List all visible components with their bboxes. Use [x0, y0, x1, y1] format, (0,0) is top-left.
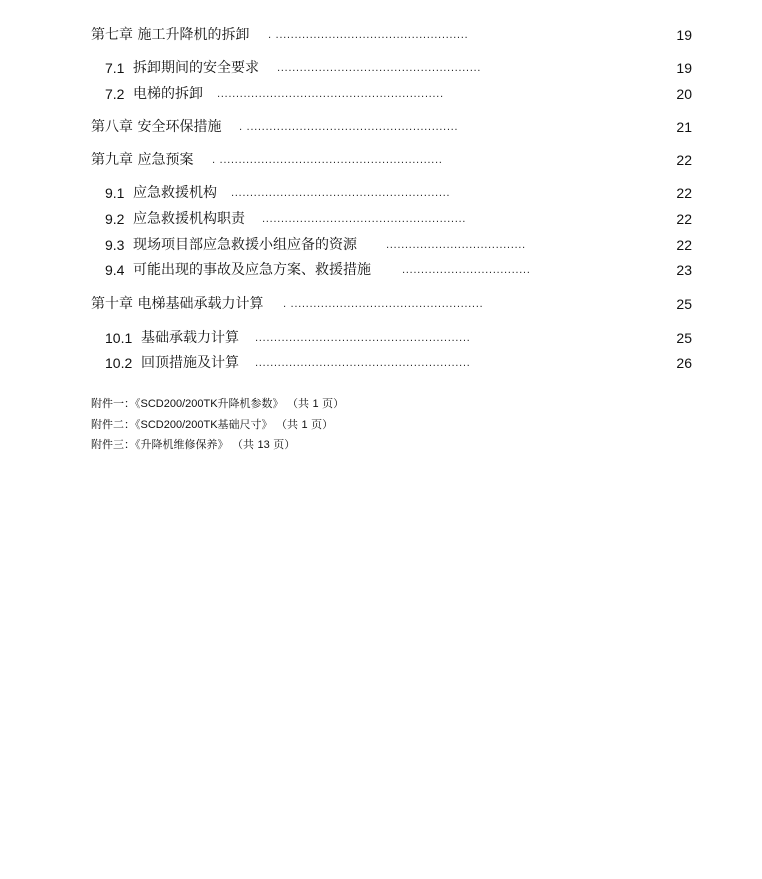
- attachment-model: SCD200/200TK: [140, 398, 218, 410]
- attachment-unit: 页）: [307, 418, 334, 431]
- toc-section-number: 9.2: [105, 211, 125, 227]
- toc-page-number: 23: [676, 262, 692, 278]
- toc-page-number: 25: [676, 296, 692, 312]
- toc-page-number: 26: [676, 355, 692, 371]
- toc-title: 可能出现的事故及应急方案、救援措施: [133, 262, 371, 278]
- toc-entry-chapter[interactable]: [0, 293, 762, 315]
- toc-entry-section[interactable]: [0, 234, 762, 256]
- toc-section-number: 9.4: [105, 262, 125, 278]
- toc-entry-section[interactable]: [0, 352, 762, 374]
- toc-entry-section[interactable]: [0, 182, 762, 204]
- toc-title: 第七章 施工升降机的拆卸: [91, 27, 250, 43]
- toc-section-number: 7.2: [105, 86, 125, 102]
- toc-page-number: 20: [676, 86, 692, 102]
- toc-leader-dots: ......................................................: [277, 63, 482, 74]
- toc-title: 回顶措施及计算: [141, 355, 239, 371]
- attachment-line: [91, 437, 295, 453]
- toc-section-number: 10.2: [105, 355, 133, 371]
- attachment-line: [91, 417, 333, 433]
- attachment-line: [91, 396, 344, 412]
- toc-section-number: 7.1: [105, 60, 125, 76]
- toc-leader-dots: . ...................................................: [283, 299, 484, 310]
- attachment-label: 附件二：《: [91, 418, 141, 431]
- toc-leader-dots: . ...................................................: [268, 30, 469, 41]
- toc-leader-dots: . ...........................................................: [212, 155, 443, 166]
- toc-page-number: 22: [676, 237, 692, 253]
- toc-page-number: 19: [676, 27, 692, 43]
- toc-page-number: 21: [676, 119, 692, 135]
- toc-title: 基础承载力计算: [141, 330, 239, 346]
- attachment-unit: 页）: [269, 438, 296, 451]
- attachment-page-count: 1: [301, 419, 308, 431]
- toc-entry-section[interactable]: [0, 327, 762, 349]
- toc-title: 现场项目部应急救援小组应备的资源: [133, 237, 357, 253]
- toc-entry-section[interactable]: [0, 57, 762, 79]
- toc-entry-chapter[interactable]: [0, 149, 762, 171]
- toc-leader-dots: .........................................................: [255, 358, 471, 369]
- toc-leader-dots: ..........................................................: [231, 188, 451, 199]
- toc-entry-chapter[interactable]: [0, 24, 762, 46]
- toc-title: 应急救援机构职责: [133, 211, 245, 227]
- toc-title: 第十章 电梯基础承载力计算: [91, 296, 264, 312]
- toc-page-number: 22: [676, 211, 692, 227]
- toc-page-number: 22: [676, 152, 692, 168]
- toc-page-number: 19: [676, 60, 692, 76]
- toc-page-number: 22: [676, 185, 692, 201]
- attachment-name: 升降机参数》 （共: [217, 397, 313, 410]
- toc-title: 拆卸期间的安全要求: [133, 60, 259, 76]
- toc-title: 应急救援机构: [133, 185, 217, 201]
- toc-leader-dots: . ........................................................: [239, 122, 459, 133]
- attachment-name: 基础尺寸》 （共: [217, 418, 302, 431]
- attachment-label: 附件一：《: [91, 397, 141, 410]
- toc-section-number: 9.3: [105, 237, 125, 253]
- toc-section-number: 10.1: [105, 330, 133, 346]
- toc-entry-chapter[interactable]: [0, 116, 762, 138]
- toc-leader-dots: .........................................................: [255, 333, 471, 344]
- toc-page-number: 25: [676, 330, 692, 346]
- toc-title: 第九章 应急预案: [91, 152, 194, 168]
- attachment-page-count: 13: [257, 439, 270, 451]
- attachment-model: SCD200/200TK: [140, 419, 218, 431]
- attachment-name: 升降机维修保养》 （共: [140, 438, 258, 451]
- toc-leader-dots: ......................................................: [262, 214, 467, 225]
- toc-title: 电梯的拆卸: [133, 86, 203, 102]
- toc-leader-dots: ............................................................: [217, 89, 444, 100]
- toc-leader-dots: .....................................: [386, 240, 526, 251]
- toc-leader-dots: ..................................: [402, 265, 531, 276]
- toc-entry-section[interactable]: [0, 259, 762, 281]
- toc-entry-section[interactable]: [0, 208, 762, 230]
- toc-section-number: 9.1: [105, 185, 125, 201]
- attachment-page-count: 1: [312, 398, 319, 410]
- toc-entry-section[interactable]: [0, 83, 762, 105]
- toc-title: 第八章 安全环保措施: [91, 119, 222, 135]
- attachment-label: 附件三：《: [91, 438, 141, 451]
- attachment-unit: 页）: [318, 397, 345, 410]
